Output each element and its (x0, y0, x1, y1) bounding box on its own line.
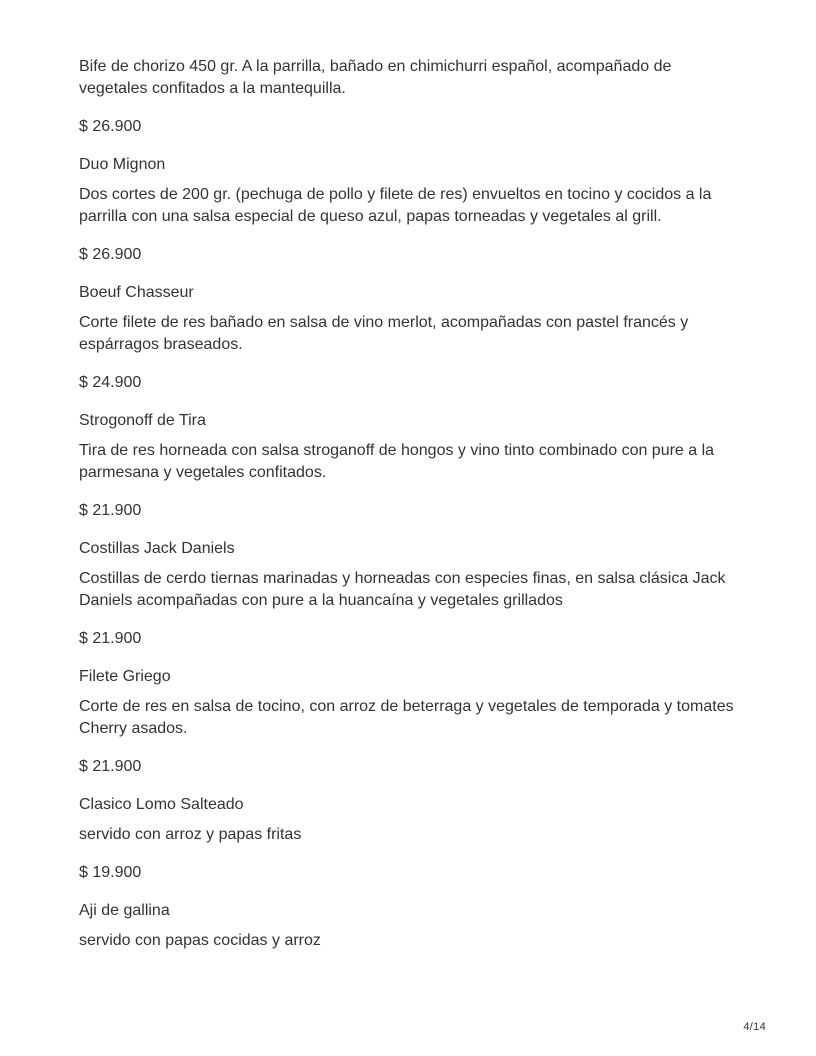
item-name: Strogonoff de Tira (79, 412, 206, 429)
item-price-bife-de-chorizo: $ 26.900 (79, 118, 142, 135)
item-description: servido con arroz y papas fritas (79, 826, 302, 843)
item-price: $ 19.900 (79, 864, 142, 881)
menu-item-duo-mignon (79, 154, 739, 266)
item-description-bife-de-chorizo: Bife de chorizo 450 gr. A la parrilla, bañado en chimichurri español, acompañado de vegetales confitados a la mantequilla. (79, 58, 672, 97)
item-price: $ 24.900 (79, 374, 142, 391)
item-name: Duo Mignon (79, 156, 166, 173)
menu-item-boeuf-chasseur (79, 282, 739, 394)
menu-item-costillas-jack-daniels (79, 538, 739, 650)
item-description: Corte de res en salsa de tocino, con arroz de beterraga y vegetales de temporada y tomates Cherry asados. (79, 698, 734, 737)
item-description: Costillas de cerdo tiernas marinadas y horneadas con especies finas, en salsa clásica Jack Daniels acompañadas con pure a la huancaína y vegetales grillados (79, 570, 726, 609)
item-description: Tira de res horneada con salsa stroganoff de hongos y vino tinto combinado con pure a la parmesana y vegetales confitados. (79, 442, 715, 481)
item-price: $ 21.900 (79, 502, 142, 519)
menu-page (79, 56, 739, 968)
menu-item-strogonoff-de-tira (79, 410, 739, 522)
item-price: $ 21.900 (79, 630, 142, 647)
item-price: $ 26.900 (79, 246, 142, 263)
menu-item-clasico-lomo-salteado (79, 794, 739, 884)
item-description: Corte filete de res bañado en salsa de vino merlot, acompañadas con pastel francés y espárragos braseados. (79, 314, 689, 353)
item-name: Aji de gallina (79, 902, 170, 919)
menu-item-aji-de-gallina (79, 900, 739, 952)
item-description: servido con papas cocidas y arroz (79, 932, 321, 949)
menu-item-filete-griego (79, 666, 739, 778)
item-name: Clasico Lomo Salteado (79, 796, 244, 813)
item-name: Filete Griego (79, 668, 171, 685)
item-name: Costillas Jack Daniels (79, 540, 235, 557)
item-price: $ 21.900 (79, 758, 142, 775)
item-name: Boeuf Chasseur (79, 284, 194, 301)
page-number: 4/14 (743, 1021, 766, 1033)
item-description: Dos cortes de 200 gr. (pechuga de pollo y filete de res) envueltos en tocino y cocidos a la parrilla con una salsa especial de queso azul, papas torneadas y vegetales al grill. (79, 186, 712, 225)
